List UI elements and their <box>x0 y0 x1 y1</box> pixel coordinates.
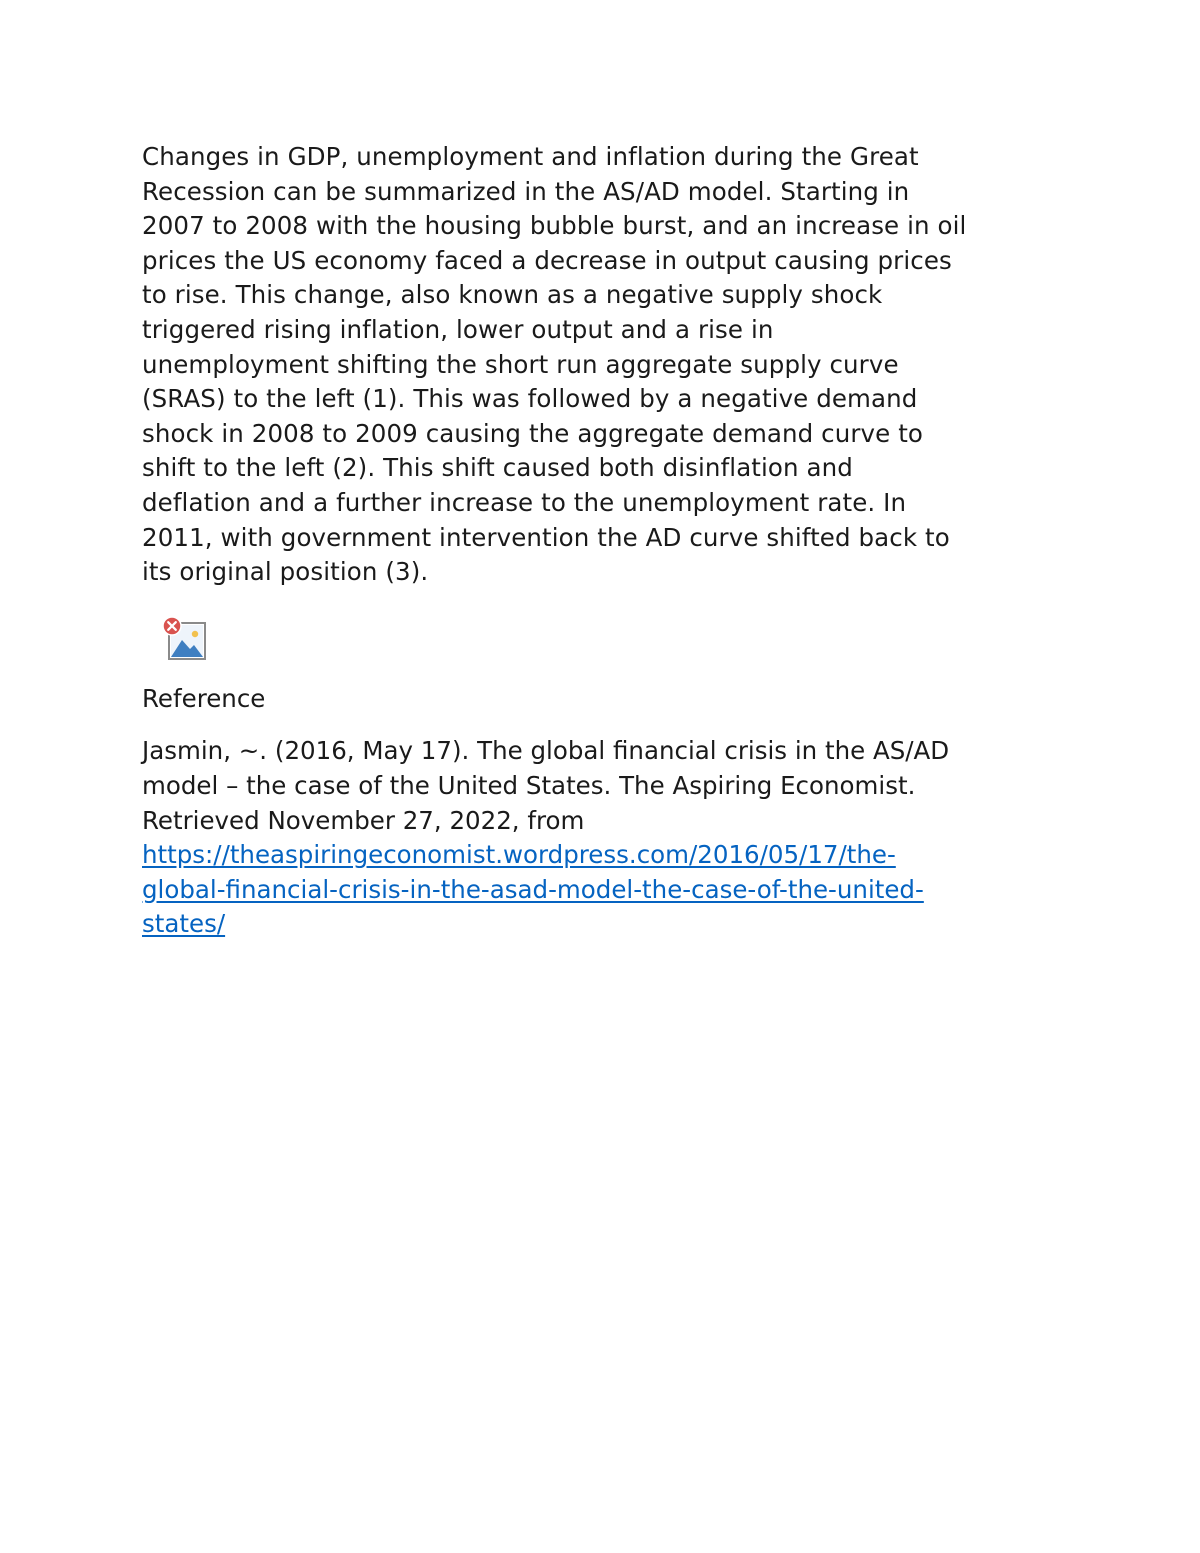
paragraph-line: Changes in GDP, unemployment and inflation during the Great <box>142 142 919 171</box>
link-line[interactable]: global-financial-crisis-in-the-asad-model-the-case-of-the-united- <box>142 874 924 904</box>
paragraph-line: shift to the left (2). This shift caused both disinflation and <box>142 453 853 483</box>
document-page <box>142 140 1072 942</box>
paragraph-line: unemployment shifting the short run aggregate supply curve <box>142 349 899 379</box>
paragraph-line: deflation and a further increase to the unemployment rate. In <box>142 487 907 517</box>
paragraph-line: (SRAS) to the left (1). This was followed by a negative demand <box>142 384 918 414</box>
link-line[interactable]: https://theaspiringeconomist.wordpress.com/2016/05/17/the- <box>142 840 896 870</box>
paragraph-line: shock in 2008 to 2009 causing the aggregate demand curve to <box>142 418 924 448</box>
broken-image-icon <box>160 616 208 664</box>
paragraph-line: 2007 to 2008 with the housing bubble burst, and an increase in oil <box>142 211 967 241</box>
paragraph-line: Recession can be summarized in the AS/AD model. Starting in <box>142 176 910 206</box>
body-paragraph <box>142 140 1072 590</box>
link-line[interactable]: states/ <box>142 909 226 939</box>
reference-heading: Reference <box>142 683 266 713</box>
paragraph-line: triggered rising inflation, lower output and a rise in <box>142 314 774 344</box>
reference-link[interactable] <box>142 838 1072 942</box>
citation-line: model – the case of the United States. The Aspiring Economist. <box>142 770 916 800</box>
reference-citation <box>142 734 1072 942</box>
paragraph-line: its original position (3). <box>142 557 429 587</box>
citation-line: Jasmin, ~. (2016, May 17). The global financial crisis in the AS/AD <box>142 736 950 766</box>
broken-image-placeholder[interactable] <box>160 616 208 664</box>
paragraph-line: 2011, with government intervention the AD curve shifted back to <box>142 522 950 552</box>
paragraph-line: to rise. This change, also known as a negative supply shock <box>142 280 883 310</box>
citation-line: Retrieved November 27, 2022, from <box>142 805 585 835</box>
paragraph-line: prices the US economy faced a decrease in output causing prices <box>142 245 952 275</box>
